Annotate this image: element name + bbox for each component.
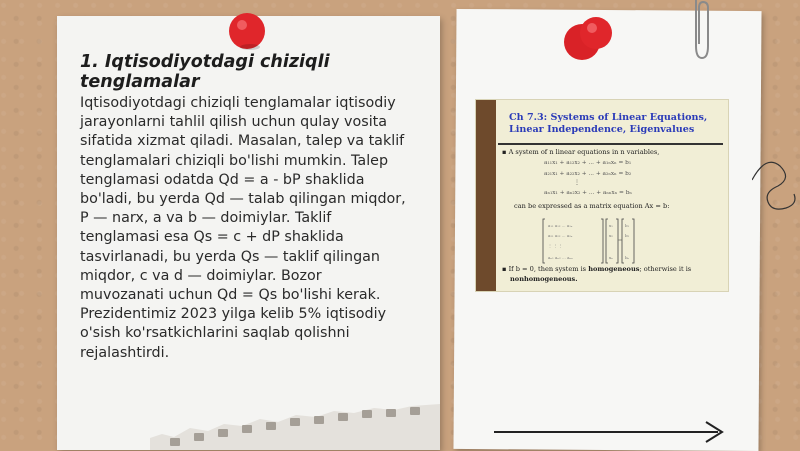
note-line: tenglamalari chiziqli bo'lishi mumkin. Talep	[80, 152, 389, 169]
svg-text:⋮ ⋮ ⋮: ⋮ ⋮ ⋮	[548, 243, 563, 248]
note-line: Iqtisodiyotdagi chiziqli tenglamalar iqtisodiy	[80, 95, 396, 111]
slide-bullet-text: A system of n linear equations in n variables,	[508, 148, 660, 156]
note-line: P — narx, a va b — doimiylar. Taklif	[80, 210, 332, 227]
note-line: Prezidentimiz 2023 yilga kelib 5% iqtisodiy	[80, 306, 387, 323]
slide-title	[509, 112, 724, 136]
note-line: o'sish ko'rsatkichlarini saqlab qolishni	[80, 325, 350, 342]
svg-text:x₂: x₂	[609, 233, 613, 238]
slide-equation: a₂₁x₁ + a₂₂x₂ + ... + a₂ₙxₙ = b₂	[544, 171, 632, 177]
bullet-icon: ▪	[502, 265, 509, 273]
slide-bullet	[502, 148, 659, 156]
slide-bullet-text: If b = 0, then system is	[508, 265, 587, 273]
note-line: bo'ladi, bu yerda Qd — talab qilingan miqdor,	[80, 191, 406, 208]
svg-text:x₁: x₁	[609, 223, 613, 228]
slide-bold-term: homogeneous	[588, 265, 640, 273]
note-line: miqdor, c va d — doimiylar. Bozor	[80, 267, 322, 284]
slide-matrix-caption: can be expressed as a matrix equation Ax = b:	[514, 202, 670, 210]
note-line: sifatida xizmat qiladi. Masalan, talep va taklif	[80, 133, 405, 150]
svg-text:a₁₁ a₁₂ ... a₁ₙ: a₁₁ a₁₂ ... a₁ₙ	[548, 223, 573, 228]
note-line: muvozanati uchun Qd = Qs bo'lishi kerak.	[80, 287, 381, 304]
slide-equation: ⋮	[574, 180, 580, 186]
slide-title-line: Ch 7.3: Systems of Linear Equations,	[509, 112, 708, 123]
svg-text:bₙ: bₙ	[625, 255, 630, 260]
slide-bold-term: nonhomogeneous.	[510, 275, 578, 283]
arrow-right-icon	[494, 420, 726, 446]
matrix-equation-icon	[542, 218, 638, 264]
bullet-icon: ▪	[502, 148, 509, 156]
red-pushpin-icon	[226, 10, 268, 52]
note-line: jarayonlarni tahlil qilish uchun qulay vosita	[80, 114, 388, 131]
note-line: tasvirlanadi, bu yerda Qs — taklif qilingan	[80, 248, 380, 265]
slide-equation: a₁₁x₁ + a₁₂x₂ + ... + a₁ₙxₙ = b₁	[544, 160, 632, 166]
svg-text:a₂₁ a₂₂ ... a₂ₙ: a₂₁ a₂₂ ... a₂ₙ	[548, 233, 573, 238]
doodle-icon	[752, 150, 800, 220]
slide-bullet	[502, 265, 691, 273]
svg-text:=: =	[618, 238, 623, 244]
red-pushpin-icon	[560, 12, 614, 64]
slide-equation: aₙ₁x₁ + aₙ₂x₂ + ... + aₙₙxₙ = bₙ	[544, 190, 632, 196]
note-line: tenglamasi esa Qs = c + dP shaklida	[80, 229, 344, 246]
svg-text:b₂: b₂	[625, 233, 630, 238]
svg-text:xₙ: xₙ	[609, 255, 613, 260]
paper-clip-icon	[688, 0, 714, 64]
slide-bullet-text: ; otherwise it is	[639, 265, 692, 273]
note-line: tenglamasi odatda Qd = a - bP shaklida	[80, 171, 365, 188]
note-body	[80, 94, 425, 363]
textbook-slide-image	[475, 99, 729, 292]
note-title: 1. Iqtisodiyotdagi chiziqli tenglamalar	[80, 52, 330, 92]
svg-text:aₙ₁ aₙ₂ ... aₙₙ: aₙ₁ aₙ₂ ... aₙₙ	[548, 255, 573, 260]
note-line: rejalashtirdi.	[80, 344, 170, 361]
slide-title-line: Linear Independence, Eigenvalues	[509, 124, 695, 135]
torn-paper-edge	[150, 404, 440, 450]
slide-side-bar	[476, 100, 496, 291]
slide-rule	[498, 143, 723, 145]
svg-text:b₁: b₁	[625, 223, 630, 228]
